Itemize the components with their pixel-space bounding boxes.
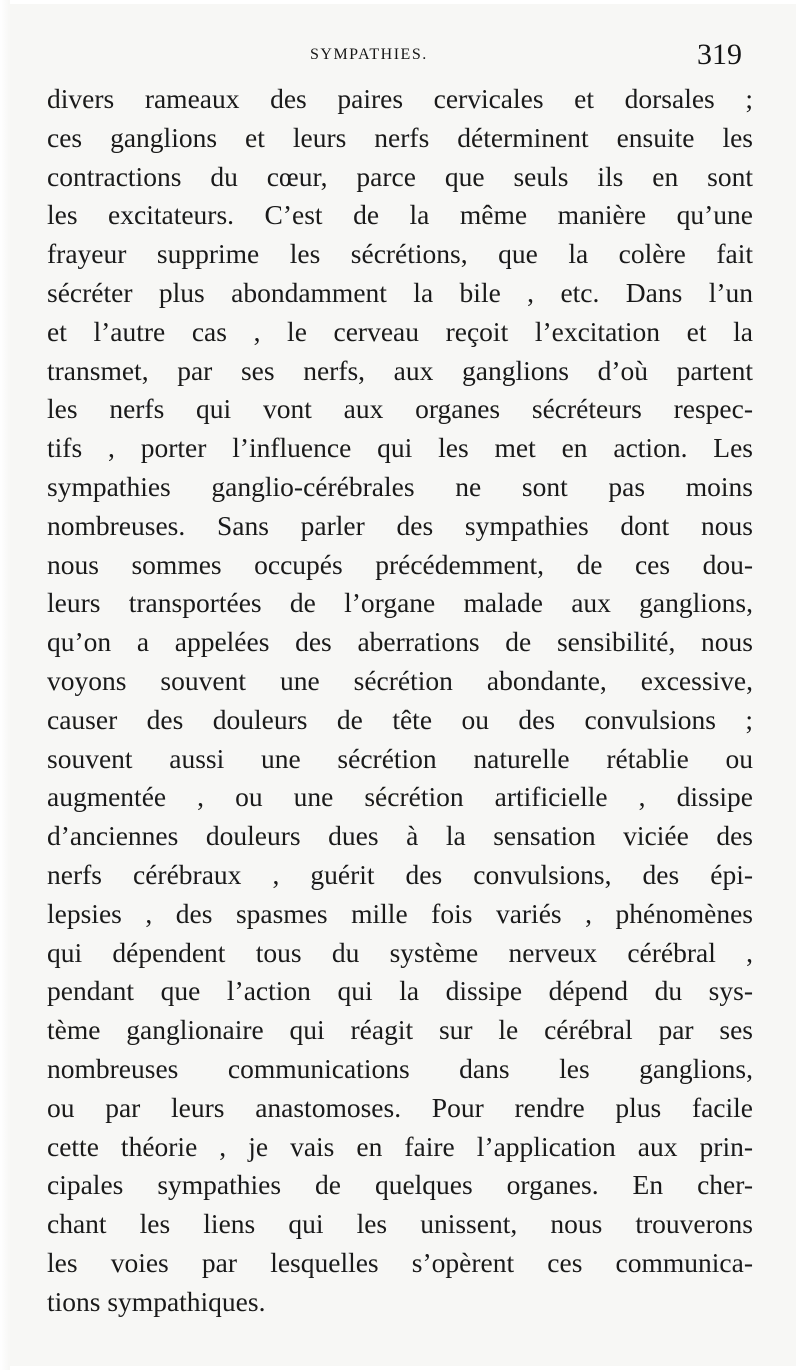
text-line: ces ganglions et leurs nerfs déterminent ensuite les	[47, 121, 753, 153]
running-title: SYMPATHIES.	[310, 46, 428, 63]
text-line: pendant que l’action qui la dissipe dépend du sys-	[47, 975, 753, 1007]
text-line: cette théorie , je vais en faire l’application aux prin-	[47, 1130, 753, 1162]
text-line: nombreuses communications dans les ganglions,	[47, 1052, 753, 1084]
text-line: nerfs cérébraux , guérit des convulsions, des épi-	[47, 858, 753, 890]
text-line: chant les liens qui les unissent, nous trouverons	[47, 1208, 753, 1240]
text-line: frayeur supprime les sécrétions, que la colère fait	[47, 238, 753, 270]
text-line: nous sommes occupés précédemment, de ces dou-	[47, 548, 753, 580]
text-line: cipales sympathies de quelques organes. En cher-	[47, 1169, 753, 1201]
text-line: les nerfs qui vont aux organes sécréteurs respec-	[47, 393, 753, 425]
text-line: les voies par lesquelles s’opèrent ces communica-	[47, 1246, 753, 1278]
text-line: nombreuses. Sans parler des sympathies dont nous	[47, 509, 753, 541]
text-line: tifs , porter l’influence qui les met en action. Les	[47, 432, 753, 464]
text-line: augmentée , ou une sécrétion artificielle , dissipe	[47, 781, 753, 813]
text-line: sympathies ganglio-cérébrales ne sont pas moins	[47, 470, 753, 502]
page-edge-shadow	[0, 0, 10, 1370]
text-line: lepsies , des spasmes mille fois variés , phénomènes	[47, 897, 753, 929]
text-line: et l’autre cas , le cerveau reçoit l’excitation et la	[47, 315, 753, 347]
page-header	[0, 38, 800, 82]
text-line: causer des douleurs de tête ou des convulsions ;	[47, 703, 753, 735]
text-line: leurs transportées de l’organe malade aux ganglions,	[47, 587, 753, 619]
text-line: transmet, par ses nerfs, aux ganglions d’où partent	[47, 354, 753, 386]
text-line: souvent aussi une sécrétion naturelle rétablie ou	[47, 742, 753, 774]
page-number: 319	[697, 38, 742, 71]
text-line: sécréter plus abondamment la bile , etc. Dans l’un	[47, 276, 753, 308]
text-line: divers rameaux des paires cervicales et dorsales ;	[47, 83, 753, 114]
text-line: d’anciennes douleurs dues à la sensation viciée des	[47, 820, 753, 852]
text-line: voyons souvent une sécrétion abondante, excessive,	[47, 664, 753, 696]
text-line: ou par leurs anastomoses. Pour rendre plus facile	[47, 1091, 753, 1123]
text-line: tème ganglionaire qui réagit sur le cérébral par ses	[47, 1014, 753, 1046]
text-line: les excitateurs. C’est de la même manière qu’une	[47, 199, 753, 231]
text-line: tions sympathiques.	[47, 1285, 266, 1317]
text-line: qui dépendent tous du système nerveux cérébral ,	[47, 936, 753, 968]
text-line: qu’on a appelées des aberrations de sensibilité, nous	[47, 626, 753, 658]
text-line: contractions du cœur, parce que seuls ils en sont	[47, 160, 753, 192]
body-text	[47, 80, 753, 1322]
